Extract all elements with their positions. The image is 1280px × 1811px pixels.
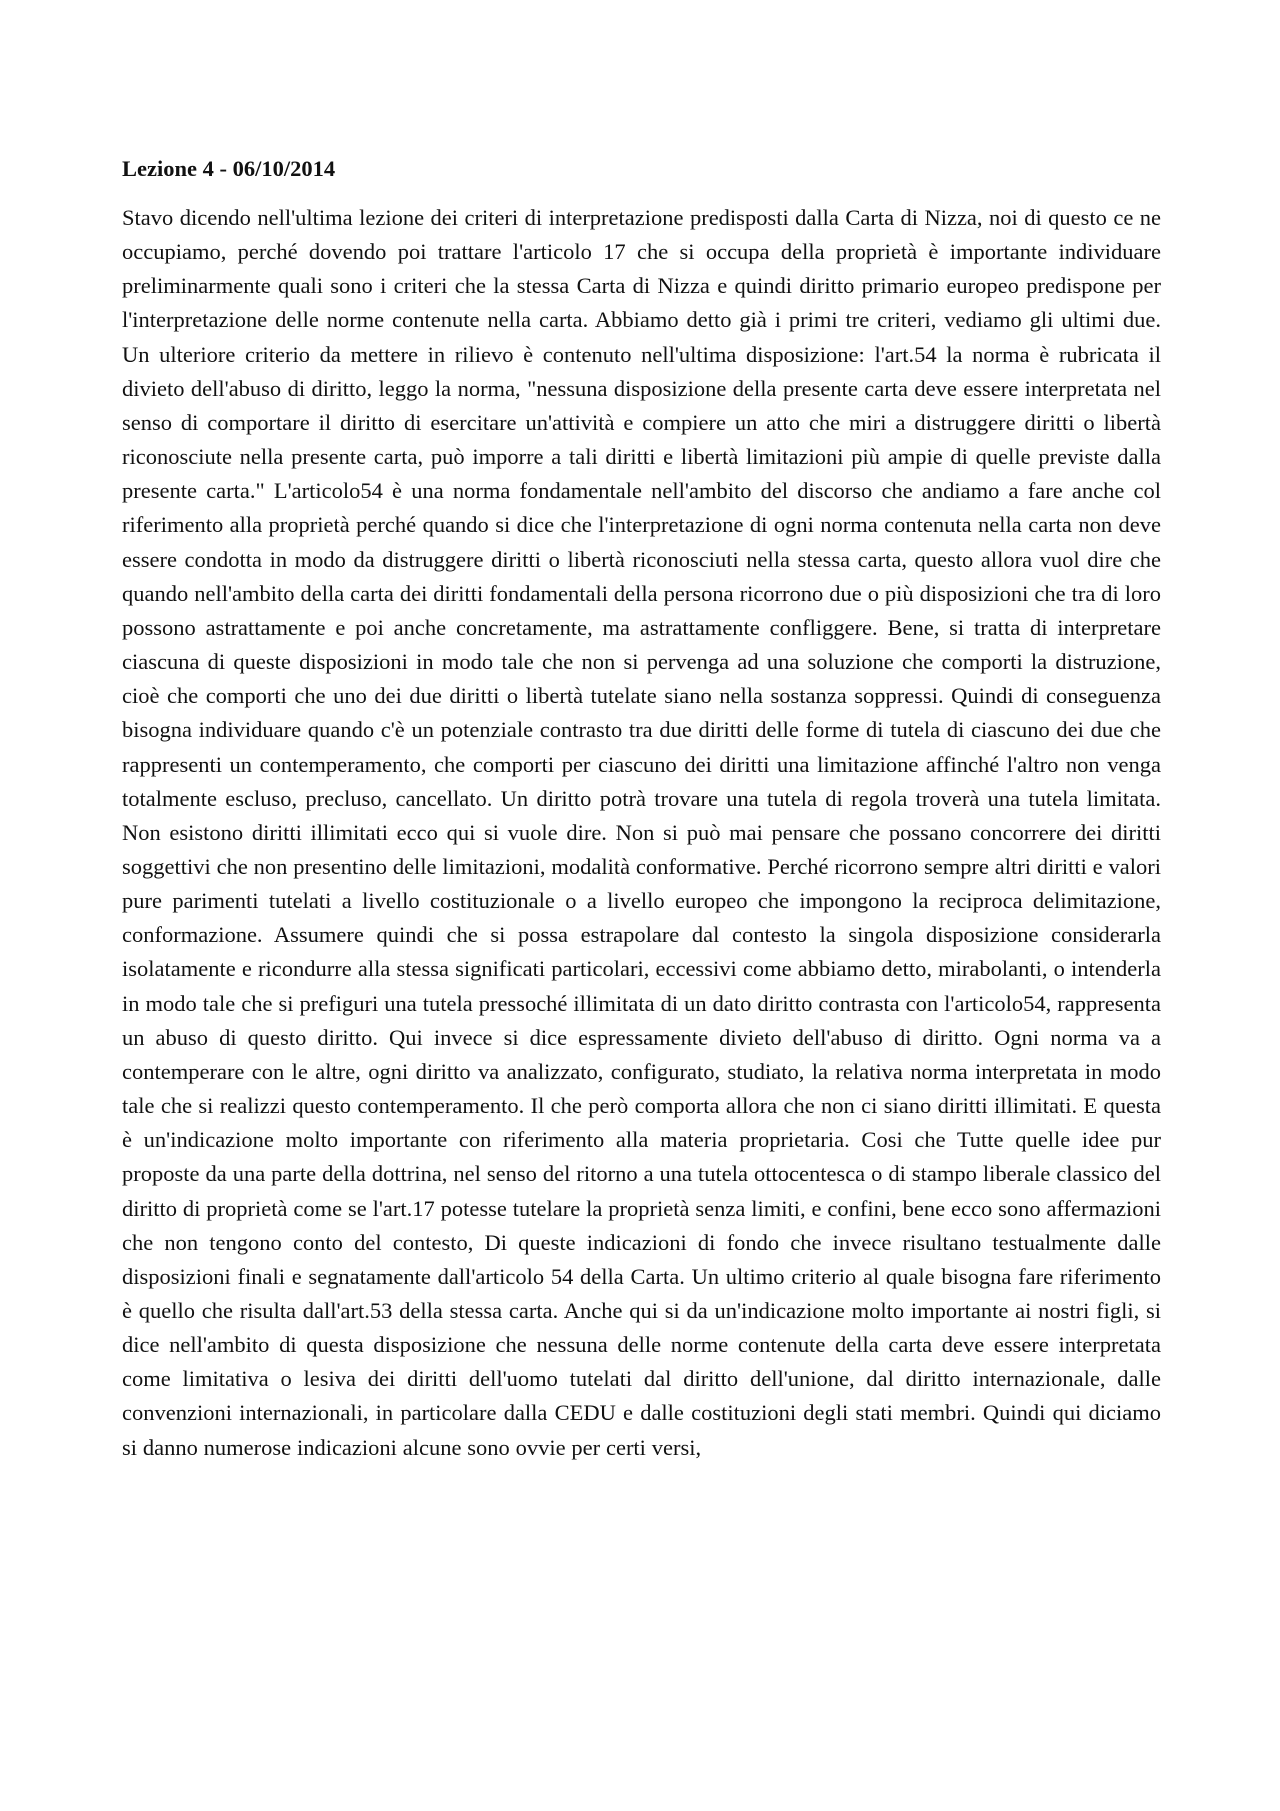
document-content bbox=[122, 152, 1161, 1465]
lesson-title: Lezione 4 - 06/10/2014 bbox=[122, 156, 336, 181]
lesson-body-paragraph: Stavo dicendo nell'ultima lezione dei criteri di interpretazione predisposti dalla Carta di Nizza, noi di questo ce ne occupiamo, perché dovendo poi trattare l'articolo 17 che si occupa della proprietà è importante individuare preliminarmente quali sono i criteri che la stessa Carta di Nizza e quindi diritto primario europeo predispone per l'interpretazione delle norme contenute nella carta. Abbiamo detto già i primi tre criteri, vediamo gli ultimi due. Un ulteriore criterio da mettere in rilievo è contenuto nell'ultima disposizione: l'art.54 la norma è rubricata il divieto dell'abuso di diritto, leggo la norma, "nessuna disposizione della presente carta deve essere interpretata nel senso di comportare il diritto di esercitare un'attività e compiere un atto che miri a distruggere diritti o libertà riconosciute nella presente carta, può imporre a tali diritti e libertà limitazioni più ampie di quelle previste dalla presente carta." L'articolo54 è una norma fondamentale nell'ambito del discorso che andiamo a fare anche col riferimento alla proprietà perché quando si dice che l'interpretazione di ogni norma contenuta nella carta non deve essere condotta in modo da distruggere diritti o libertà riconosciuti nella stessa carta, questo allora vuol dire che quando nell'ambito della carta dei diritti fondamentali della persona ricorrono due o più disposizioni che tra di loro possono astrattamente e poi anche concretamente, ma astrattamente confliggere. Bene, si tratta di interpretare ciascuna di queste disposizioni in modo tale che non si pervenga ad una soluzione che comporti la distruzione, cioè che comporti che uno dei due diritti o libertà tutelate siano nella sostanza soppressi. Quindi di conseguenza bisogna individuare quando c'è un potenziale contrasto tra due diritti delle forme di tutela di ciascuno dei due che rappresenti un contemperamento, che comporti per ciascuno dei diritti una limitazione affinché l'altro non venga totalmente escluso, precluso, cancellato. Un diritto potrà trovare una tutela di regola troverà una tutela limitata. Non esistono diritti illimitati ecco qui si vuole dire. Non si può mai pensare che possano concorrere dei diritti soggettivi che non presentino delle limitazioni, modalità conformative. Perché ricorrono sempre altri diritti e valori pure parimenti tutelati a livello costituzionale o a livello europeo che impongono la reciproca delimitazione, conformazione. Assumere quindi che si possa estrapolare dal contesto la singola disposizione considerarla isolatamente e ricondurre alla stessa significati particolari, eccessivi come abbiamo detto, mirabolanti, o intenderla in modo tale che si prefiguri una tutela pressoché illimitata di un dato diritto contrasta con l'articolo54, rappresenta un abuso di questo diritto. Qui invece si dice espressamente divieto dell'abuso di diritto. Ogni norma va a contemperare con le altre, ogni diritto va analizzato, configurato, studiato, la relativa norma interpretata in modo tale che si realizzi questo contemperamento. Il che però comporta allora che non ci siano diritti illimitati. E questa è un'indicazione molto importante con riferimento alla materia proprietaria. Cosi che Tutte quelle idee pur proposte da una parte della dottrina, nel senso del ritorno a una tutela ottocentesca o di stampo liberale classico del diritto di proprietà come se l'art.17 potesse tutelare la proprietà senza limiti, e confini, bene ecco sono affermazioni che non tengono conto del contesto, Di queste indicazioni di fondo che invece risultano testualmente dalle disposizioni finali e segnatamente dall'articolo 54 della Carta. Un ultimo criterio al quale bisogna fare riferimento è quello che risulta dall'art.53 della stessa carta. Anche qui si da un'indicazione molto importante ai nostri figli, si dice nell'ambito di questa disposizione che nessuna delle norme contenute della carta deve essere interpretata come limitativa o lesiva dei diritti dell'uomo tutelati dal diritto dell'unione, dal diritto internazionale, dalle convenzioni internazionali, in particolare dalla CEDU e dalle costituzioni degli stati membri. Quindi qui diciamo si danno numerose indicazioni alcune sono ovvie per certi versi, bbox=[122, 205, 1161, 1460]
